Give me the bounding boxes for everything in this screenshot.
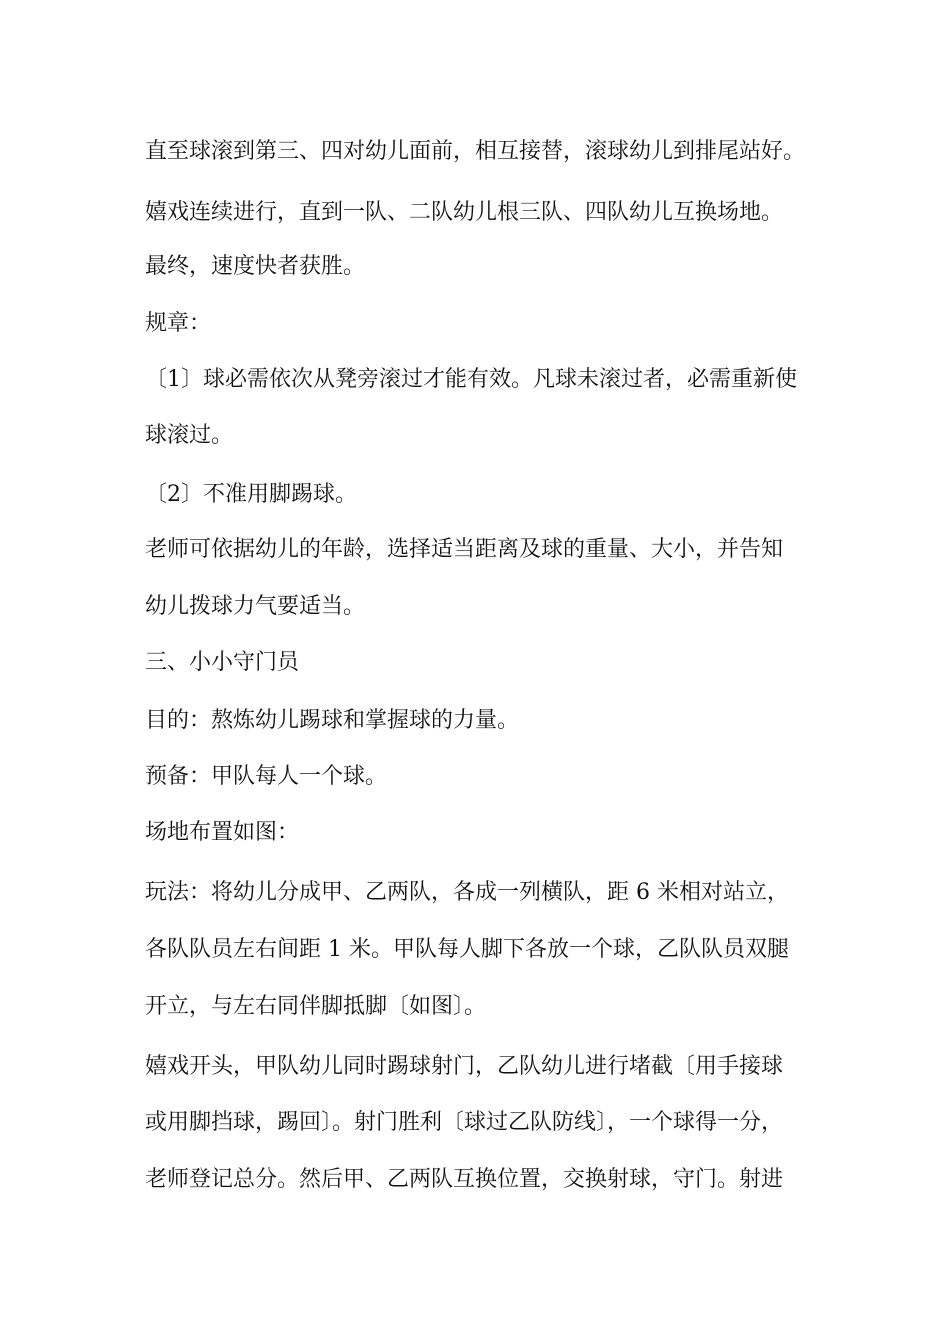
text-line: 目的：熬炼幼儿踢球和掌握球的力量。 [145,708,520,733]
text-line: 直至球滚到第三、四对幼儿面前，相互接替，滚球幼儿到排尾站好。 [145,139,806,164]
text-line: 〔1〕球必需依次从凳旁滚过才能有效。凡球未滚过者，必需重新使 [145,367,797,392]
text-line: 规章： [145,311,212,336]
text-line: 玩法：将幼儿分成甲、乙两队，各成一列横队，距 6 米相对站立， [145,880,789,905]
text-line: 各队队员左右间距 1 米。甲队每人脚下各放一个球，乙队队员双腿 [145,937,789,962]
text-line: 〔2〕不准用脚踢球。 [145,482,357,507]
text-line: 三、小小守门员 [145,650,300,675]
text-line: 老师登记总分。然后甲、乙两队互换位置，交换射球，守门。射进 [145,1167,784,1192]
text-line: 预备：甲队每人一个球。 [145,764,388,789]
text-line: 幼儿拨球力气要适当。 [145,594,366,619]
text-line: 球滚过。 [145,423,234,448]
text-line: 开立，与左右同伴脚抵脚〔如图〕。 [145,994,487,1019]
text-line: 嬉戏开头，甲队幼儿同时踢球射门，乙队幼儿进行堵截〔用手接球 [145,1054,784,1079]
text-line: 老师可依据幼儿的年龄，选择适当距离及球的重量、大小，并告知 [145,537,784,562]
text-line: 或用脚挡球，踢回〕。射门胜利〔球过乙队防线〕，一个球得一分， [145,1110,784,1135]
text-line: 场地布置如图： [145,820,300,845]
text-line: 嬉戏连续进行，直到一队、二队幼儿根三队、四队幼儿互换场地。 [145,200,784,225]
text-line: 最终，速度快者获胜。 [145,254,366,279]
